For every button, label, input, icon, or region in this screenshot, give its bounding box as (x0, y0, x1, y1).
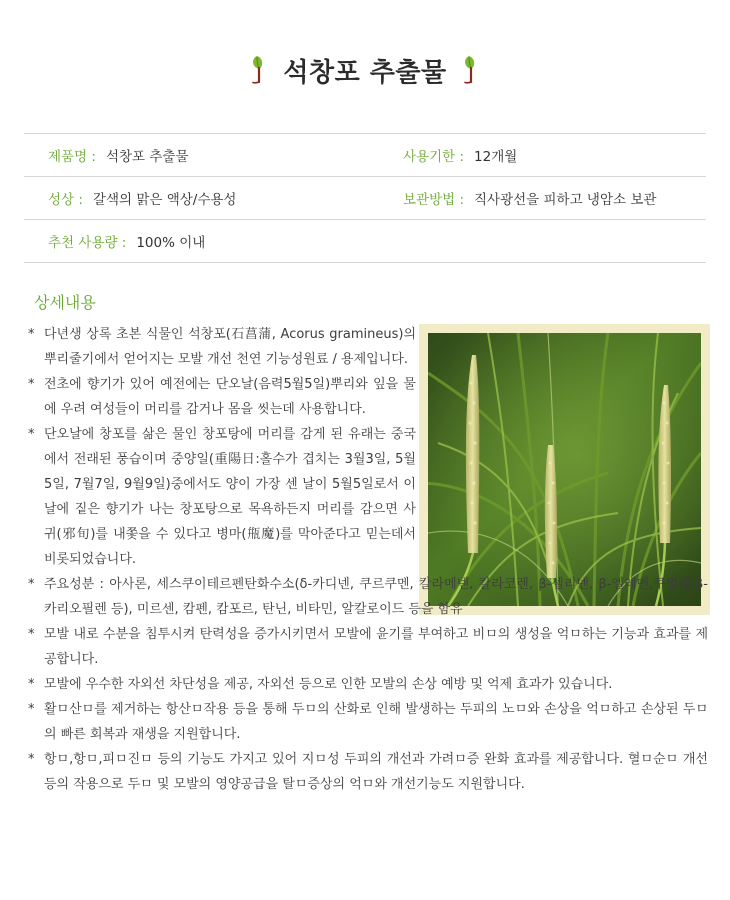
spec-row (24, 220, 706, 263)
list-item (28, 697, 708, 747)
spec-storage (379, 188, 706, 208)
bullet-star: * (28, 627, 35, 642)
list-item (28, 622, 708, 672)
spec-row (24, 177, 706, 220)
spec-row (24, 134, 706, 177)
leaf-sprout-icon (249, 55, 269, 85)
spec-label: 추천 사용량 : (48, 235, 127, 251)
spec-label: 성상 : (48, 192, 83, 208)
list-item (28, 422, 416, 572)
spec-product-name (24, 145, 379, 165)
list-item-text: 다년생 상록 초본 식물인 석창포(石菖蒲, Acorus gramineus)의 뿌리줄기에서 얻어지는 모발 개선 천연 기능성원료 / 용제입니다. (44, 327, 416, 367)
list-item (28, 747, 708, 797)
list-item (28, 672, 708, 697)
spec-label: 보관방법 : (403, 192, 465, 208)
bullet-star: * (28, 752, 35, 767)
list-item-text: 항ㅁ,항ㅁ,피ㅁ진ㅁ 등의 기능도 가지고 있어 지ㅁ성 두피의 개선과 가려ㅁ증 완화 효과를 제공합니다. 혈ㅁ순ㅁ 개선 등의 작용으로 두ㅁ 및 모발의 영양공급을 탈ㅁ증상의 억ㅁ와 개선기능도 지원합니다. (44, 752, 708, 792)
list-item-text: 전초에 향기가 있어 예전에는 단오날(음력5월5일)뿌리와 잎을 물에 우려 여성들이 머리를 감거나 몸을 씻는데 사용합니다. (44, 377, 416, 417)
list-item (28, 322, 416, 372)
leaf-sprout-icon (461, 55, 481, 85)
bullet-star: * (28, 377, 35, 392)
bullet-star: * (28, 677, 35, 692)
spec-expiry (379, 145, 706, 165)
spec-appearance (24, 188, 379, 208)
title-row (0, 50, 730, 90)
spec-value: 석창포 추출물 (105, 149, 189, 165)
page-title: 석창포 추출물 (283, 57, 447, 88)
spec-label: 제품명 : (48, 149, 96, 165)
bullet-star: * (28, 327, 35, 342)
list-item (28, 572, 708, 622)
list-item-text: 주요성분 : 아사론, 세스쿠이테르펜탄화수소(δ-카디넨, 쿠르쿠멘, 칼라메넨, 칼라코렌, β-셀리넨, β-엘레멘,쿠멀렌,β-카리오필렌 등), 미르센, 캄펜, 캄포르, 탄닌, 비타민, 알칼로이드 등을 함유 (44, 577, 708, 617)
list-item-text: 모발 내로 수분을 침투시켜 탄력성을 증가시키면서 모발에 윤기를 부여하고 비ㅁ의 생성을 억ㅁ하는 기능과 효과를 제공합니다. (44, 627, 708, 667)
detail-list (28, 322, 708, 797)
list-item (28, 372, 416, 422)
spec-value: 갈색의 맑은 액상/수용성 (92, 192, 237, 208)
spec-dosage (24, 231, 379, 251)
section-title: 상세내용 (34, 293, 96, 312)
spec-value: 12개월 (474, 149, 518, 165)
bullet-star: * (28, 427, 35, 442)
spec-label: 사용기한 : (403, 149, 465, 165)
spec-value: 직사광선을 피하고 냉암소 보관 (474, 192, 657, 208)
bullet-star: * (28, 702, 35, 717)
spec-value: 100% 이내 (136, 235, 206, 251)
list-item-text: 모발에 우수한 자외선 차단성을 제공, 자외선 등으로 인한 모발의 손상 예방 및 억제 효과가 있습니다. (44, 677, 613, 692)
list-item-text: 활ㅁ산ㅁ를 제거하는 항산ㅁ작용 등을 통해 두ㅁ의 산화로 인해 발생하는 두피의 노ㅁ와 손상을 억ㅁ하고 손상된 두ㅁ의 빠른 회복과 재생을 지원합니다. (44, 702, 708, 742)
spec-table (24, 133, 706, 263)
list-item-text: 단오날에 창포를 삶은 물인 창포탕에 머리를 감게 된 유래는 중국에서 전래된 풍습이며 중양일(重陽日:홀수가 겹치는 3월3일, 5월5일, 7월7일, 9월9일)중에서도 양이 가장 센 날이 5월5일로서 이 날에 짙은 향기가 나는 창포탕으로 목욕하든지 머리를 감으면 사귀(邪旬)를 내쫓을 수 있다고 병마(甁魔)를 막아준다고 믿는데서 비롯되었습니다. (44, 427, 416, 567)
bullet-star: * (28, 577, 35, 592)
